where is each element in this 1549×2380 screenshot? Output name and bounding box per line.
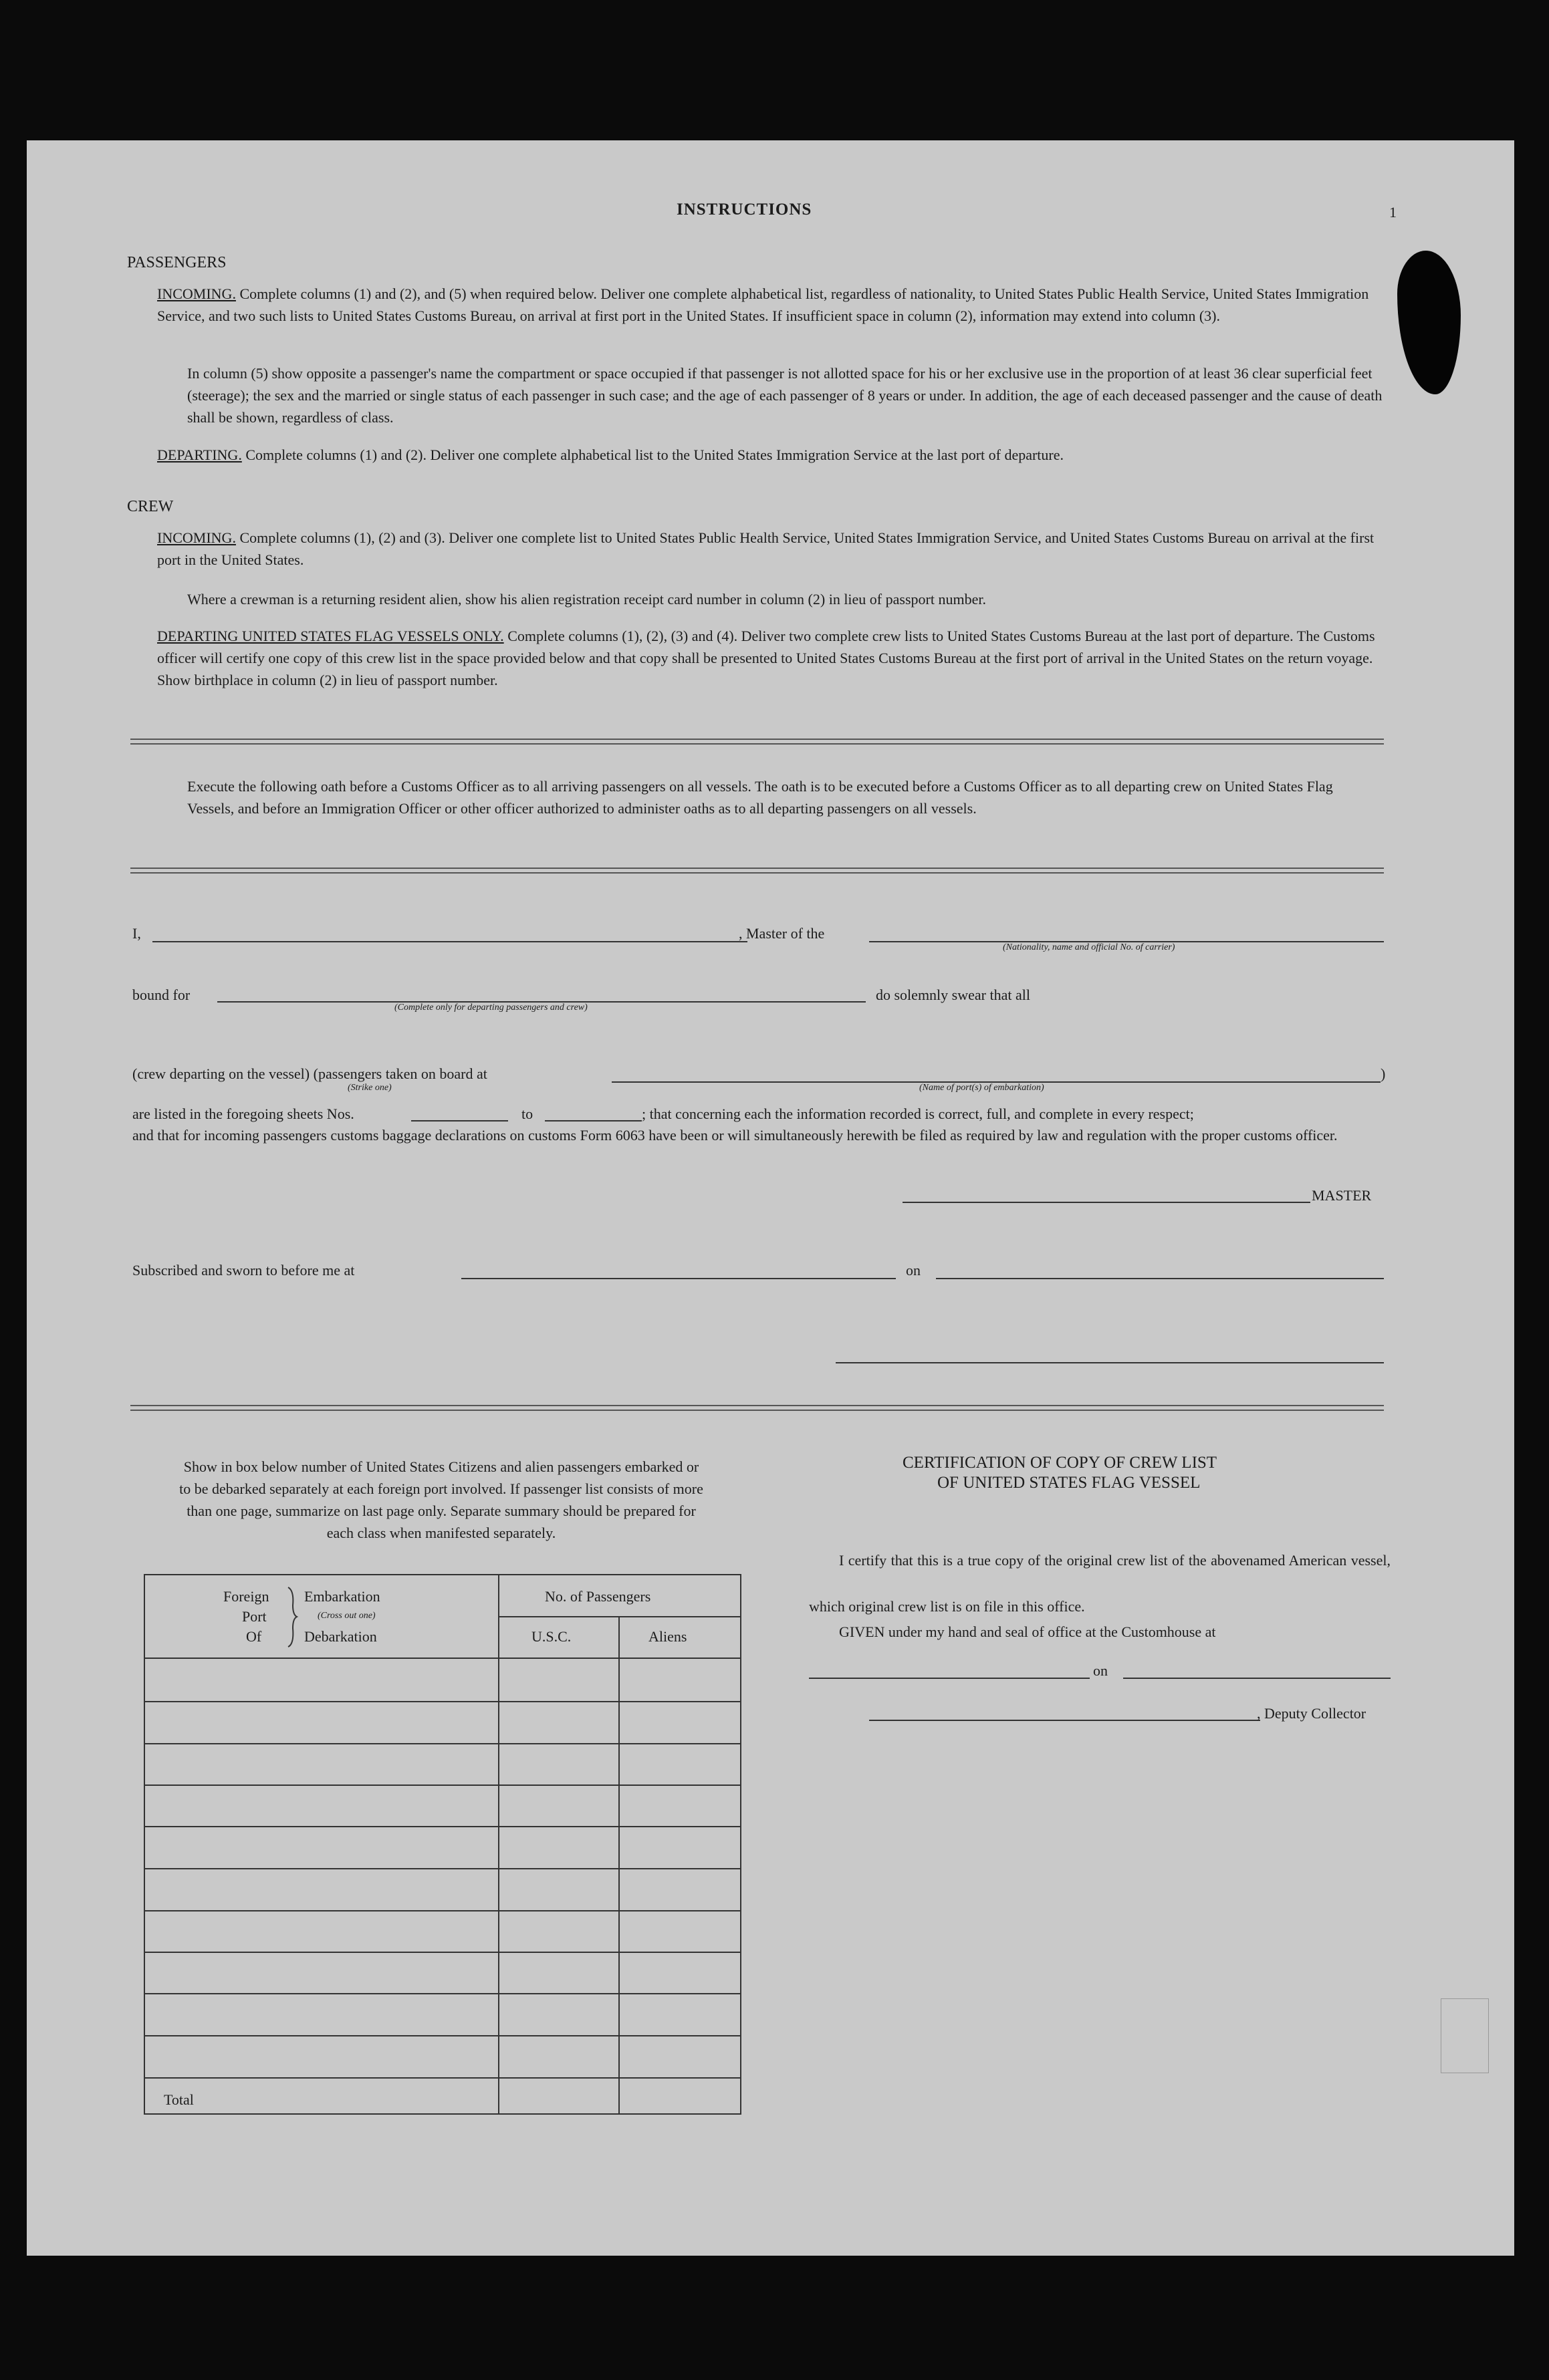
table-col-divider <box>618 1616 620 2113</box>
table-row-line <box>144 1952 740 1953</box>
crew-resident: Where a crewman is a returning resident alien, show his alien registration receipt card number in column (2) in lieu of passport number. <box>187 591 986 608</box>
passengers-departing-label: DEPARTING. <box>157 446 242 463</box>
col-aliens: Aliens <box>648 1628 687 1645</box>
sheets-to-field[interactable] <box>545 1120 642 1121</box>
summary-intro: Show in box below number of United States Citizens and alien passengers embarked or to be debarked separately at each foreign port involved. If passenger list consists of more than one page, summarize on last page only. Separate summary should be prepared for each class when manifested separately. <box>179 1458 703 1541</box>
passengers-heading: PASSENGERS <box>127 254 227 271</box>
col-cross-out: (Cross out one) <box>318 1611 376 1621</box>
table-row-line <box>144 2035 740 2036</box>
divider <box>130 739 1384 745</box>
sheets-statement: ; that concerning each the information recorded is correct, full, and complete in every respect; <box>642 1105 1194 1122</box>
master-signature-field[interactable] <box>903 1202 1310 1203</box>
bound-for-caption: (Complete only for departing passengers and crew) <box>394 1003 588 1013</box>
sworn-date-field[interactable] <box>936 1278 1384 1279</box>
subscribed-label: Subscribed and sworn to before me at <box>132 1262 355 1279</box>
carrier-caption: (Nationality, name and official No. of carrier) <box>1003 942 1175 952</box>
crew-heading: CREW <box>127 498 174 515</box>
brace-icon <box>286 1585 300 1649</box>
given-under-seal: GIVEN under my hand and seal of office at the Customhouse at <box>839 1623 1216 1640</box>
strike-one-caption: (Strike one) <box>348 1083 392 1093</box>
bound-for-label: bound for <box>132 986 191 1003</box>
cert-on-label: on <box>1093 1662 1108 1679</box>
total-label: Total <box>164 2091 194 2108</box>
crew-incoming-label: INCOMING. <box>157 529 236 546</box>
deputy-collector-label: , Deputy Collector <box>1257 1705 1366 1722</box>
table-row-line <box>144 1743 740 1744</box>
crew-departing <box>157 625 1384 691</box>
close-paren: ) <box>1381 1065 1386 1082</box>
certification-text: I certify that this is a true copy of the original crew list of the abovenamed American vessel, which original crew list is on file in this office. <box>809 1552 1391 1615</box>
col-foreign: Foreign <box>223 1588 269 1605</box>
customhouse-field[interactable] <box>809 1678 1090 1679</box>
divider <box>130 1405 1384 1411</box>
passengers-incoming-text: Complete columns (1) and (2), and (5) when required below. Deliver one complete alphabetical list, regardless of nationality, to United States Public Health Service, United States Immigration Service, and two such lists to United States Customs Bureau, on arrival at first port in the United States. If insufficient space in column (2), information may extend into column (3). <box>157 285 1369 324</box>
table-row-line <box>144 1784 740 1786</box>
sworn-on-label: on <box>906 1262 921 1279</box>
passengers-departing-text: Complete columns (1) and (2). Deliver one complete alphabetical list to the United States Immigration Service at the last port of departure. <box>245 446 1064 463</box>
col-embarkation: Embarkation <box>304 1588 380 1605</box>
officer-signature-field[interactable] <box>836 1362 1384 1363</box>
crew-departing-label: (crew departing on the vessel) (passengers taken on board at <box>132 1065 487 1082</box>
table-row-line <box>144 1701 740 1702</box>
passengers-incoming-label: INCOMING. <box>157 285 236 302</box>
baggage-statement: and that for incoming passengers customs baggage declarations on customs Form 6063 have been or will simultaneously herewith be filed as required by law and regulation with the proper customs officer. <box>132 1127 1338 1144</box>
page-title: INSTRUCTIONS <box>677 201 812 219</box>
deputy-signature-field[interactable] <box>869 1720 1260 1721</box>
table-row-line <box>144 2077 740 2079</box>
col-usc: U.S.C. <box>531 1628 572 1645</box>
certification-title-1: CERTIFICATION OF COPY OF CREW LIST <box>903 1454 1217 1472</box>
margin-box <box>1441 1998 1489 2073</box>
oath-i-label: I, <box>132 925 141 942</box>
crew-departing-label: DEPARTING UNITED STATES FLAG VESSELS ONLY. <box>157 628 504 644</box>
embarkation-caption: (Name of port(s) of embarkation) <box>919 1083 1044 1093</box>
cert-date-field[interactable] <box>1123 1678 1391 1679</box>
col-port: Port <box>242 1608 267 1625</box>
passengers-column5: In column (5) show opposite a passenger's name the compartment or space occupied if that passenger is not allotted space for his or her exclusive use in the proportion of at least 36 clear superficial feet (steerage); the sex and the married or single status of each passenger in such case; and the age of each passenger of 8 years or under. In addition, the age of each deceased passenger and the cause of death shall be shown, regardless of class. <box>187 365 1383 426</box>
divider <box>130 868 1384 874</box>
passenger-summary-table <box>144 1574 741 2115</box>
table-row-line <box>144 1826 740 1827</box>
table-header-line <box>144 1658 740 1659</box>
col-no-passengers: No. of Passengers <box>545 1588 651 1605</box>
table-row-line <box>144 1868 740 1869</box>
col-debarkation: Debarkation <box>304 1628 377 1645</box>
table-col-divider <box>498 1574 499 2113</box>
master-name-field[interactable] <box>152 941 747 942</box>
crew-incoming <box>157 527 1384 571</box>
master-of-label: , Master of the <box>739 925 825 942</box>
passengers-departing <box>157 444 1384 466</box>
col-of: Of <box>246 1628 262 1645</box>
table-row-line <box>144 1910 740 1911</box>
table-subheader-line <box>498 1616 740 1617</box>
master-label: MASTER <box>1312 1187 1372 1204</box>
sheets-to-label: to <box>521 1105 533 1122</box>
passengers-incoming <box>157 283 1384 327</box>
sheets-from-field[interactable] <box>411 1120 508 1121</box>
crew-departing-text: Complete columns (1), (2), (3) and (4). Deliver two complete crew lists to United States Customs Bureau at the last port of departure. The Customs officer will certify one copy of this crew list in the space provided below and that copy shall be presented to United States Customs Bureau at the first port of arrival in the United States on the return voyage. Show birthplace in column (2) in lieu of passport number. <box>157 628 1375 688</box>
certification-title-2: OF UNITED STATES FLAG VESSEL <box>937 1474 1201 1492</box>
swear-label: do solemnly swear that all <box>876 986 1030 1003</box>
sheets-label: are listed in the foregoing sheets Nos. <box>132 1105 354 1122</box>
page-number: 1 <box>1389 204 1397 221</box>
oath-intro: Execute the following oath before a Customs Officer as to all arriving passengers on all vessels. The oath is to be executed before a Customs Officer as to all departing crew on United States Flag Vessels, and before an Immigration Officer or other officer authorized to administer oaths as to all departing passengers on all vessels. <box>187 778 1333 817</box>
sworn-place-field[interactable] <box>461 1278 896 1279</box>
crew-incoming-text: Complete columns (1), (2) and (3). Deliver one complete list to United States Public Health Service, United States Immigration Service, and United States Customs Bureau on arrival at the first port in the United States. <box>157 529 1375 568</box>
table-row-line <box>144 1993 740 1994</box>
